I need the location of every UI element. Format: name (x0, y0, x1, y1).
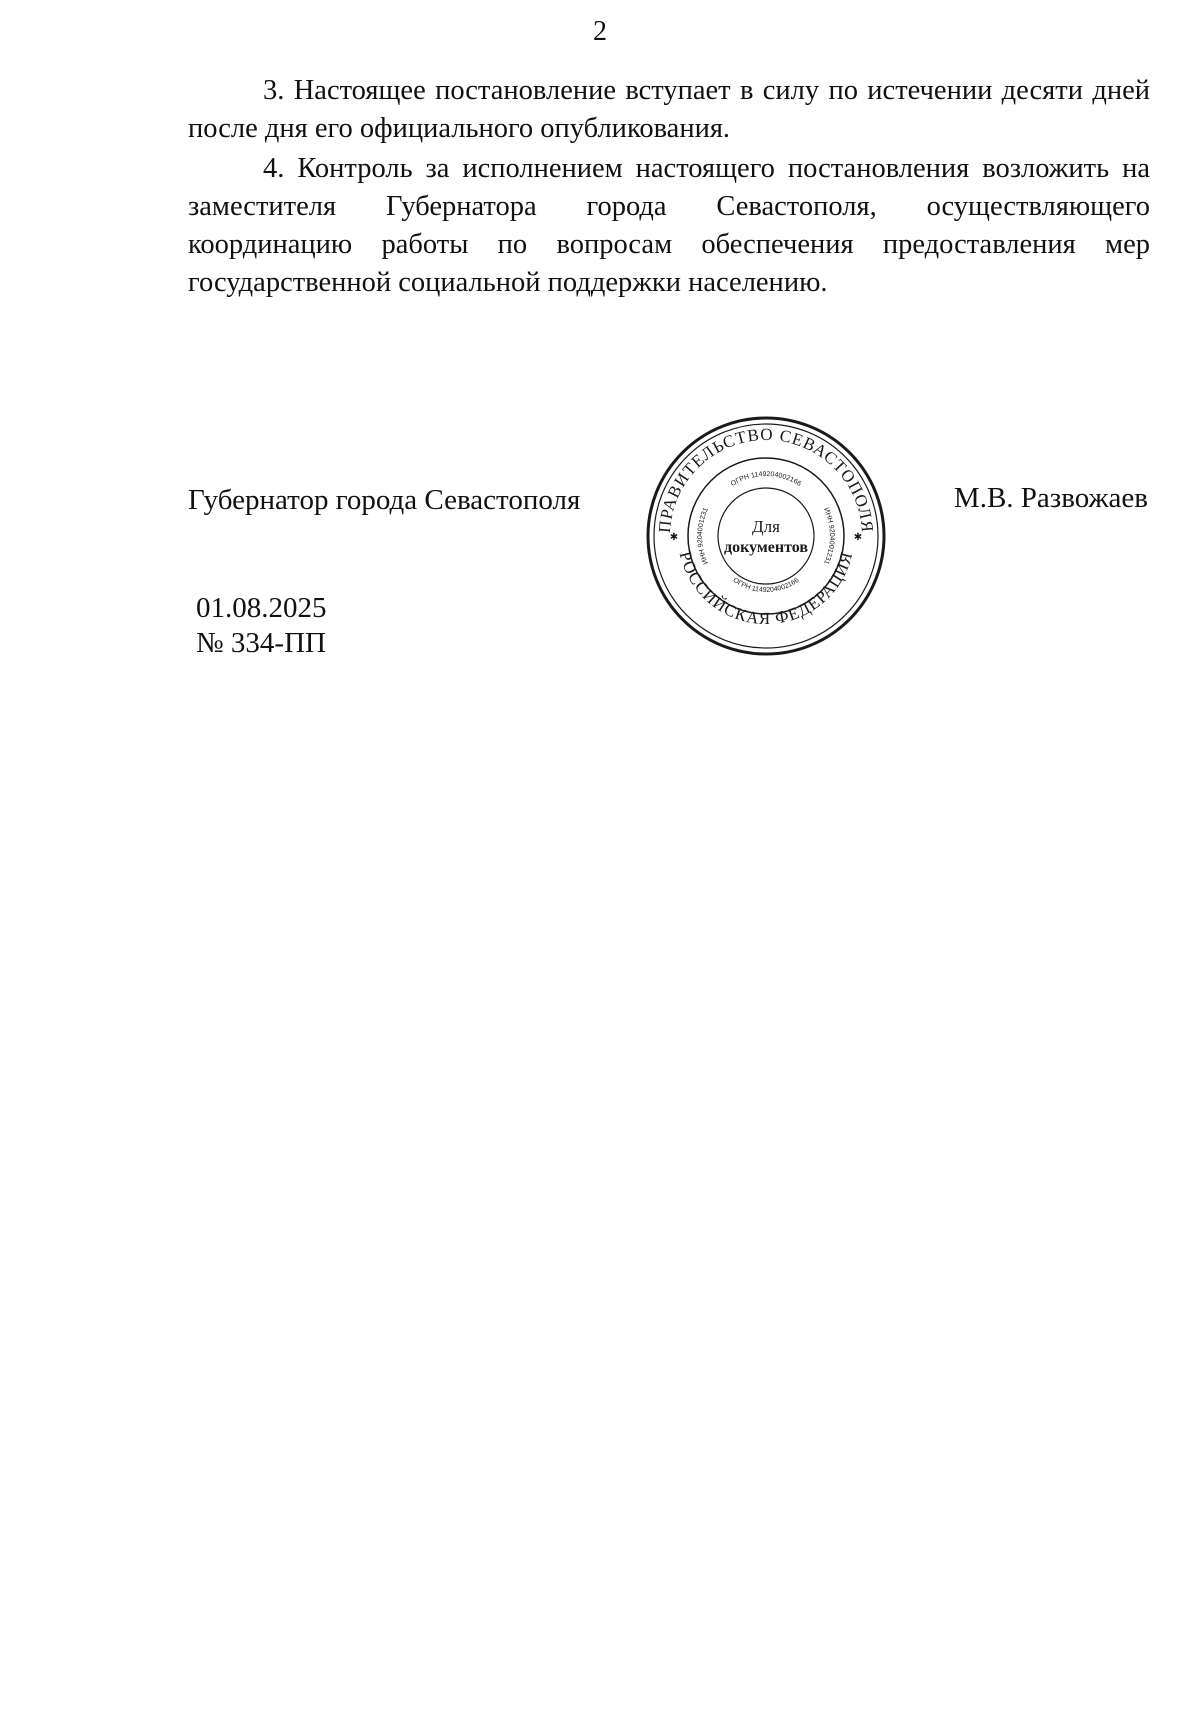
svg-text:ОГРН 1149204002166 (732, 577, 801, 594)
seal-inner-bottom-text: ОГРН 1149204002166 (731, 576, 801, 595)
svg-text:ИНН 9204001231 (697, 507, 710, 565)
svg-text:ОГРН 1149204002166 (730, 471, 803, 488)
signer-title: Губернатор города Севастополя (188, 484, 581, 516)
paragraph-3: 3. Настоящее постановление вступает в силу по истечении десяти дней после дня его официального опубликования. (188, 75, 1150, 144)
document-body (188, 72, 1150, 304)
seal-outer-bottom-text: РОССИЙСКАЯ ФЕДЕРАЦИЯ (675, 549, 857, 629)
paragraph-4: 4. Контроль за исполнением настоящего постановления возложить на заместителя Губернатора города Севастополя, осуществляющего координацию работы по вопросам обеспечения предоставления мер государственной социальной поддержки населению. (188, 153, 1150, 298)
document-number: № 334-ПП (196, 627, 326, 659)
signer-name: М.В. Развожаев (953, 482, 1148, 514)
seal-center-line-2: документов (724, 539, 808, 556)
seal-star-right-icon: ✱ (853, 532, 863, 543)
seal-inner-right-text: ИНН 9204001231 (822, 506, 836, 566)
seal-center-line-1: Для (752, 517, 780, 536)
seal-outer-text: ПРАВИТЕЛЬСТВО СЕВАСТОПОЛЯ (654, 424, 878, 534)
svg-text:ИНН 9204001231 (822, 507, 835, 565)
page-number: 2 (593, 16, 607, 47)
seal-star-left-icon: ✱ (669, 532, 679, 543)
seal-inner-left-text: ИНН 9204001231 (696, 506, 710, 566)
official-seal (644, 414, 888, 658)
document-date: 01.08.2025 (196, 592, 327, 624)
seal-inner-top-text: ОГРН 1149204002166 (729, 470, 803, 488)
